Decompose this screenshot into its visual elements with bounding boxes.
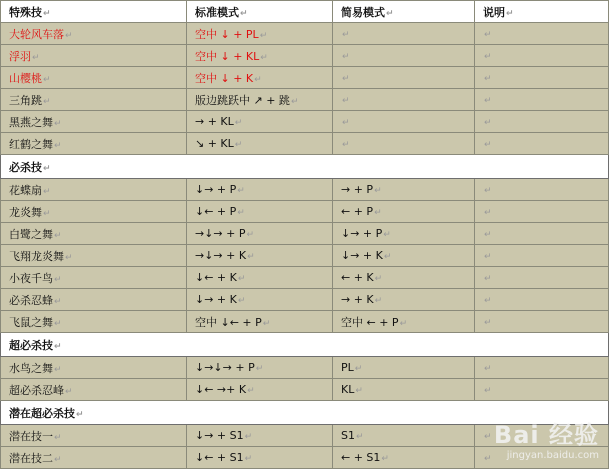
note-cell bbox=[475, 133, 609, 155]
return-mark: ↵ bbox=[484, 118, 492, 128]
return-mark: ↵ bbox=[342, 30, 350, 40]
standard-input-cell bbox=[187, 179, 333, 201]
table-row bbox=[1, 245, 609, 267]
cell-text: 潜在技一 bbox=[9, 429, 53, 443]
easy-input-cell bbox=[333, 245, 475, 267]
return-mark: ↵ bbox=[43, 186, 51, 197]
cell-text: 大轮风车落 bbox=[9, 27, 64, 41]
note-cell bbox=[475, 245, 609, 267]
return-mark: ↵ bbox=[355, 386, 363, 396]
table-row bbox=[1, 289, 609, 311]
return-mark: ↵ bbox=[290, 96, 299, 107]
move-name-cell bbox=[1, 23, 187, 45]
return-mark: ↵ bbox=[54, 230, 62, 241]
standard-input-cell bbox=[187, 267, 333, 289]
watermark bbox=[494, 415, 599, 461]
standard-input-cell bbox=[187, 379, 333, 401]
return-mark: ↵ bbox=[246, 230, 255, 240]
return-mark: ↵ bbox=[399, 318, 408, 329]
move-name-cell bbox=[1, 201, 187, 223]
return-mark: ↵ bbox=[374, 186, 382, 196]
return-mark: ↵ bbox=[374, 296, 383, 306]
return-mark: ↵ bbox=[259, 30, 268, 41]
return-mark: ↵ bbox=[240, 8, 248, 19]
cell-text: → + KL bbox=[195, 115, 234, 128]
cell-text: 版边跳跃中 ↗ + 跳 bbox=[195, 93, 290, 107]
return-mark: ↵ bbox=[383, 252, 392, 262]
return-mark: ↵ bbox=[237, 186, 245, 196]
return-mark: ↵ bbox=[237, 274, 246, 284]
cell-text: 空中 ↓ + KL bbox=[195, 49, 260, 63]
cell-text: PL bbox=[341, 361, 354, 374]
cell-text: ↓→ + K bbox=[341, 249, 383, 262]
cell-text: ↓→ + S1 bbox=[195, 429, 244, 442]
return-mark: ↵ bbox=[354, 364, 363, 374]
move-name-cell bbox=[1, 111, 187, 133]
return-mark: ↵ bbox=[484, 74, 492, 84]
cell-text: ↓← →+ K bbox=[195, 383, 247, 396]
standard-input-cell bbox=[187, 67, 333, 89]
return-mark: ↵ bbox=[65, 252, 73, 263]
cell-text: 浮羽 bbox=[9, 49, 31, 63]
easy-input-cell bbox=[333, 223, 475, 245]
note-cell bbox=[475, 289, 609, 311]
cell-text: 空中 ↓ + K bbox=[195, 71, 254, 85]
cell-text: ↓← + P bbox=[195, 205, 237, 218]
table-row bbox=[1, 357, 609, 379]
return-mark: ↵ bbox=[484, 296, 492, 306]
standard-input-cell bbox=[187, 357, 333, 379]
cell-text: 必杀忍蜂 bbox=[9, 293, 53, 307]
note-cell bbox=[475, 201, 609, 223]
cell-text: → + K bbox=[341, 293, 374, 306]
cell-text: S1 bbox=[341, 429, 355, 442]
return-mark: ↵ bbox=[54, 341, 62, 352]
note-cell bbox=[475, 357, 609, 379]
table-row bbox=[1, 111, 609, 133]
return-mark: ↵ bbox=[43, 74, 51, 85]
note-cell bbox=[475, 267, 609, 289]
return-mark: ↵ bbox=[76, 409, 84, 420]
cell-text: ↓→↓→ + P bbox=[195, 361, 255, 374]
return-mark: ↵ bbox=[374, 208, 382, 218]
cell-text: 飞鼠之舞 bbox=[9, 315, 53, 329]
return-mark: ↵ bbox=[355, 432, 364, 442]
standard-input-cell bbox=[187, 425, 333, 447]
cell-text: ↓→ + P bbox=[341, 227, 383, 240]
table-row bbox=[1, 67, 609, 89]
easy-input-cell bbox=[333, 311, 475, 333]
cell-text: 水鸟之舞 bbox=[9, 361, 53, 375]
return-mark: ↵ bbox=[234, 118, 243, 128]
return-mark: ↵ bbox=[54, 118, 62, 129]
return-mark: ↵ bbox=[54, 140, 62, 151]
note-cell bbox=[475, 179, 609, 201]
cell-text: ↓→ + P bbox=[195, 183, 237, 196]
return-mark: ↵ bbox=[254, 74, 262, 85]
table-row bbox=[1, 45, 609, 67]
return-mark: ↵ bbox=[374, 274, 383, 284]
table-row bbox=[1, 223, 609, 245]
header-cell-note bbox=[475, 1, 609, 23]
cell-text: ↓← + S1 bbox=[195, 451, 244, 464]
note-cell bbox=[475, 23, 609, 45]
standard-input-cell bbox=[187, 223, 333, 245]
return-mark: ↵ bbox=[381, 454, 389, 464]
return-mark: ↵ bbox=[386, 8, 394, 19]
return-mark: ↵ bbox=[247, 252, 255, 262]
return-mark: ↵ bbox=[237, 296, 246, 306]
easy-input-cell bbox=[333, 133, 475, 155]
standard-input-cell bbox=[187, 23, 333, 45]
easy-input-cell bbox=[333, 267, 475, 289]
return-mark: ↵ bbox=[54, 364, 62, 375]
easy-input-cell bbox=[333, 179, 475, 201]
table-header-row bbox=[1, 1, 609, 23]
return-mark: ↵ bbox=[54, 318, 62, 329]
cell-text: →↓→ + P bbox=[195, 227, 246, 240]
note-cell bbox=[475, 311, 609, 333]
return-mark: ↵ bbox=[65, 386, 73, 397]
return-mark: ↵ bbox=[43, 163, 51, 174]
standard-input-cell bbox=[187, 89, 333, 111]
cell-text: 超必杀忍峰 bbox=[9, 383, 64, 397]
return-mark: ↵ bbox=[54, 274, 62, 285]
cell-text: 山樱桃 bbox=[9, 71, 42, 85]
cell-text: ← + K bbox=[341, 271, 374, 284]
cell-text: 空中 ← + P bbox=[341, 315, 399, 329]
standard-input-cell bbox=[187, 311, 333, 333]
section-title bbox=[1, 155, 609, 179]
table-row bbox=[1, 379, 609, 401]
cell-text: 龙炎舞 bbox=[9, 205, 42, 219]
cell-text: 小夜千鸟 bbox=[9, 271, 53, 285]
section-header-row bbox=[1, 333, 609, 357]
return-mark: ↵ bbox=[484, 30, 492, 40]
move-name-cell bbox=[1, 223, 187, 245]
cell-text: 必杀技 bbox=[9, 160, 42, 174]
standard-input-cell bbox=[187, 245, 333, 267]
table-row bbox=[1, 89, 609, 111]
standard-input-cell bbox=[187, 289, 333, 311]
easy-input-cell bbox=[333, 67, 475, 89]
move-name-cell bbox=[1, 179, 187, 201]
move-name-cell bbox=[1, 245, 187, 267]
note-cell bbox=[475, 379, 609, 401]
return-mark: ↵ bbox=[54, 432, 62, 443]
return-mark: ↵ bbox=[484, 186, 492, 196]
cell-text: ← + P bbox=[341, 205, 374, 218]
easy-input-cell bbox=[333, 45, 475, 67]
move-name-cell bbox=[1, 67, 187, 89]
return-mark: ↵ bbox=[484, 274, 492, 284]
return-mark: ↵ bbox=[247, 386, 255, 396]
table-row bbox=[1, 23, 609, 45]
move-name-cell bbox=[1, 89, 187, 111]
cell-text: ↓← + K bbox=[195, 271, 237, 284]
return-mark: ↵ bbox=[383, 230, 391, 240]
return-mark: ↵ bbox=[244, 432, 253, 442]
return-mark: ↵ bbox=[342, 118, 350, 128]
return-mark: ↵ bbox=[237, 208, 245, 218]
return-mark: ↵ bbox=[484, 432, 492, 442]
cell-text: 潜在技二 bbox=[9, 451, 53, 465]
watermark-logo: Bai 经验 bbox=[493, 421, 599, 449]
cell-text: 超必杀技 bbox=[9, 338, 53, 352]
cell-text: 三角跳 bbox=[9, 93, 42, 107]
standard-input-cell bbox=[187, 45, 333, 67]
header-label: 说明 bbox=[483, 5, 505, 19]
return-mark: ↵ bbox=[234, 140, 243, 150]
return-mark: ↵ bbox=[342, 96, 350, 106]
return-mark: ↵ bbox=[484, 454, 492, 464]
header-cell-standard bbox=[187, 1, 333, 23]
easy-input-cell bbox=[333, 379, 475, 401]
header-label: 标准模式 bbox=[195, 5, 239, 19]
standard-input-cell bbox=[187, 447, 333, 469]
note-cell bbox=[475, 223, 609, 245]
easy-input-cell bbox=[333, 357, 475, 379]
cell-text: 空中 ↓ + PL bbox=[195, 27, 259, 41]
move-name-cell bbox=[1, 447, 187, 469]
move-name-cell bbox=[1, 289, 187, 311]
section-title bbox=[1, 333, 609, 357]
move-name-cell bbox=[1, 267, 187, 289]
move-name-cell bbox=[1, 379, 187, 401]
easy-input-cell bbox=[333, 447, 475, 469]
table-row bbox=[1, 311, 609, 333]
cell-text: →↓→ + K bbox=[195, 249, 247, 262]
return-mark: ↵ bbox=[32, 52, 40, 63]
table-row bbox=[1, 133, 609, 155]
cell-text: 飞翔龙炎舞 bbox=[9, 249, 64, 263]
return-mark: ↵ bbox=[506, 8, 514, 19]
standard-input-cell bbox=[187, 201, 333, 223]
table-row bbox=[1, 267, 609, 289]
easy-input-cell bbox=[333, 111, 475, 133]
return-mark: ↵ bbox=[65, 30, 73, 41]
return-mark: ↵ bbox=[484, 96, 492, 106]
return-mark: ↵ bbox=[262, 318, 271, 329]
easy-input-cell bbox=[333, 289, 475, 311]
move-name-cell bbox=[1, 425, 187, 447]
return-mark: ↵ bbox=[260, 52, 268, 63]
return-mark: ↵ bbox=[342, 140, 350, 150]
cell-text: 白鹭之舞 bbox=[9, 227, 53, 241]
easy-input-cell bbox=[333, 89, 475, 111]
cell-text: ← + S1 bbox=[341, 451, 381, 464]
cell-text: 黑燕之舞 bbox=[9, 115, 53, 129]
move-name-cell bbox=[1, 357, 187, 379]
cell-text: ↓→ + K bbox=[195, 293, 237, 306]
return-mark: ↵ bbox=[54, 454, 62, 465]
move-name-cell bbox=[1, 311, 187, 333]
header-cell-easy bbox=[333, 1, 475, 23]
cell-text: → + P bbox=[341, 183, 374, 196]
return-mark: ↵ bbox=[43, 8, 51, 19]
return-mark: ↵ bbox=[484, 386, 492, 396]
return-mark: ↵ bbox=[484, 208, 492, 218]
return-mark: ↵ bbox=[255, 364, 264, 374]
cell-text: 空中 ↓← + P bbox=[195, 315, 262, 329]
return-mark: ↵ bbox=[484, 318, 492, 328]
return-mark: ↵ bbox=[484, 364, 492, 374]
return-mark: ↵ bbox=[43, 96, 51, 107]
header-label: 简易模式 bbox=[341, 5, 385, 19]
easy-input-cell bbox=[333, 23, 475, 45]
note-cell bbox=[475, 45, 609, 67]
return-mark: ↵ bbox=[54, 296, 62, 307]
return-mark: ↵ bbox=[342, 52, 350, 62]
return-mark: ↵ bbox=[342, 74, 350, 84]
cell-text: 花蝶扇 bbox=[9, 183, 42, 197]
header-cell-move bbox=[1, 1, 187, 23]
return-mark: ↵ bbox=[484, 252, 492, 262]
watermark-url: jingyan.baidu.com bbox=[506, 450, 599, 461]
note-cell bbox=[475, 111, 609, 133]
cell-text: 红鹤之舞 bbox=[9, 137, 53, 151]
move-name-cell bbox=[1, 45, 187, 67]
note-cell bbox=[475, 89, 609, 111]
table-row bbox=[1, 179, 609, 201]
easy-input-cell bbox=[333, 201, 475, 223]
note-cell bbox=[475, 67, 609, 89]
return-mark: ↵ bbox=[43, 208, 51, 219]
easy-input-cell bbox=[333, 425, 475, 447]
cell-text: ↘ + KL bbox=[195, 137, 234, 150]
standard-input-cell bbox=[187, 111, 333, 133]
section-header-row bbox=[1, 155, 609, 179]
return-mark: ↵ bbox=[484, 52, 492, 62]
standard-input-cell bbox=[187, 133, 333, 155]
return-mark: ↵ bbox=[244, 454, 253, 464]
cell-text: 潜在超必杀技 bbox=[9, 406, 75, 420]
return-mark: ↵ bbox=[484, 230, 492, 240]
header-label: 特殊技 bbox=[9, 5, 42, 19]
return-mark: ↵ bbox=[484, 140, 492, 150]
cell-text: KL bbox=[341, 383, 355, 396]
move-name-cell bbox=[1, 133, 187, 155]
table-row bbox=[1, 201, 609, 223]
